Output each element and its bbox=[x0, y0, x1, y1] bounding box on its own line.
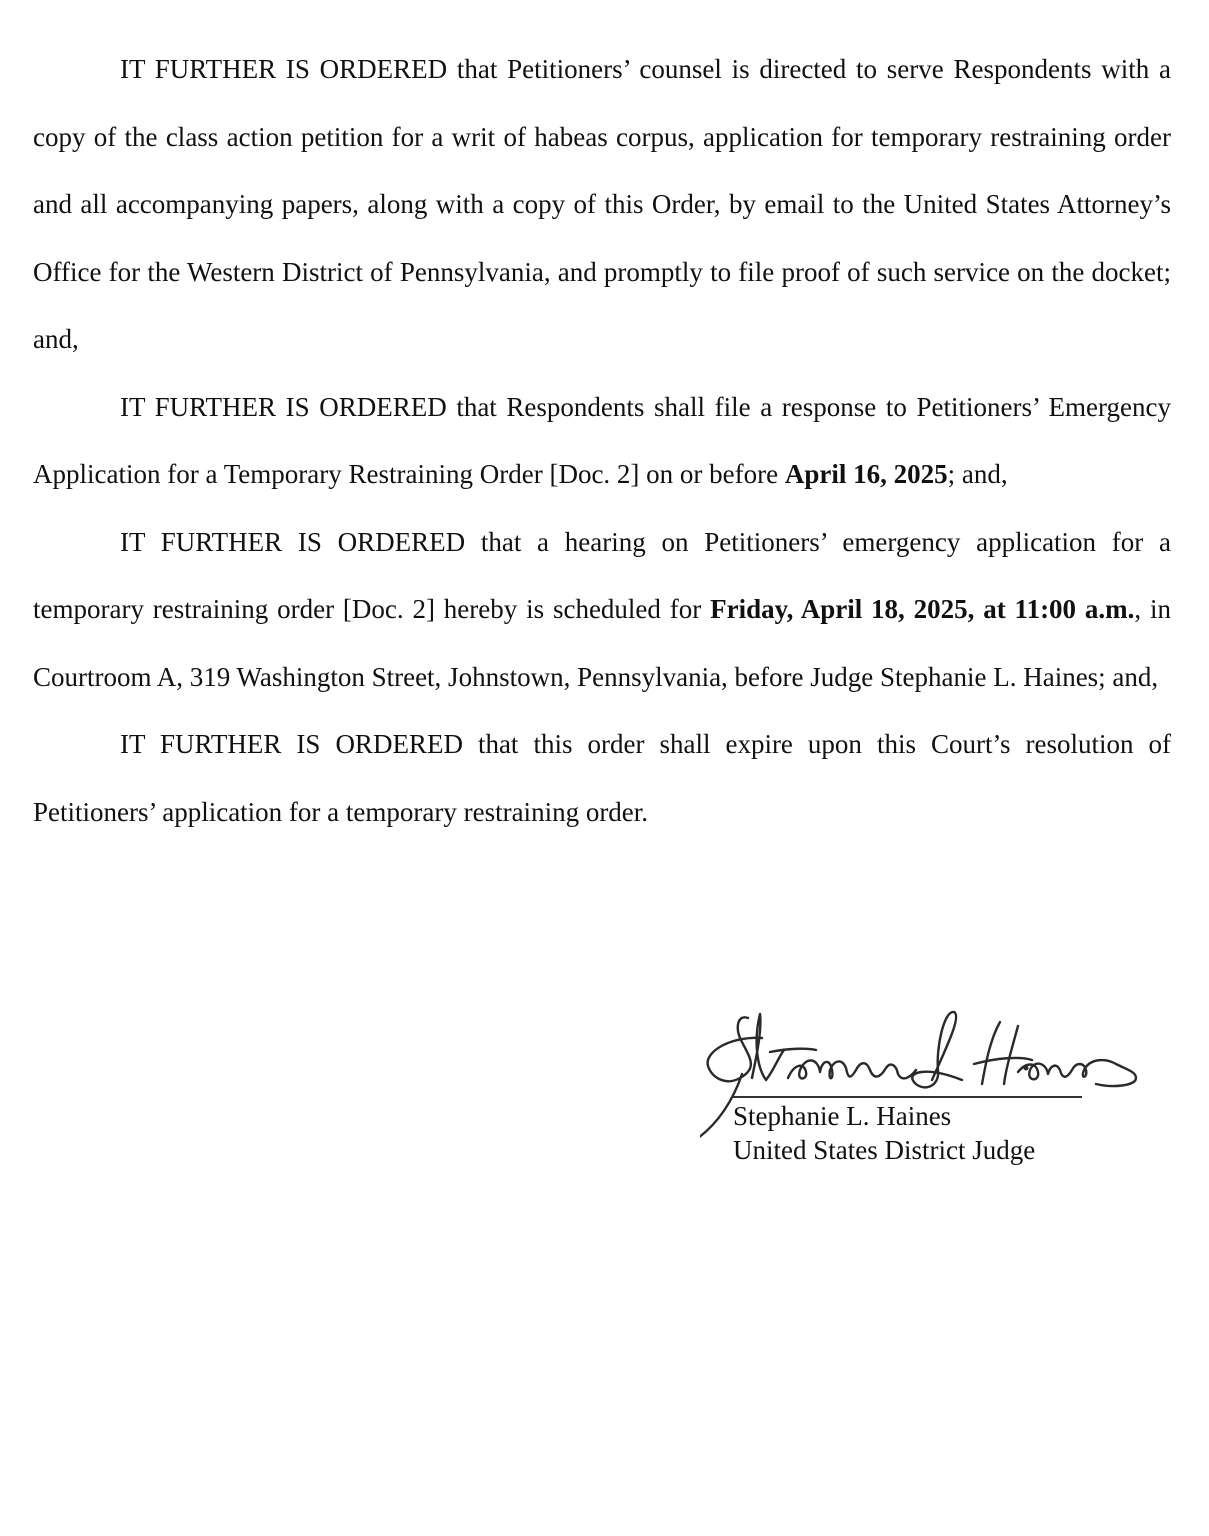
response-deadline-date: April 16, 2025 bbox=[784, 459, 948, 489]
paragraph-text: ; and, bbox=[947, 459, 1008, 489]
order-paragraph-expiration: IT FURTHER IS ORDERED that this order shall expire upon this Court’s resolution of Petitioners’ application for a temporary restraining order. bbox=[33, 729, 1171, 827]
signature-line bbox=[732, 1096, 1082, 1098]
signer-name: Stephanie L. Haines bbox=[733, 1101, 952, 1131]
order-paragraph-response-deadline bbox=[33, 374, 1171, 509]
paragraph-text: IT FURTHER IS ORDERED that a hearing on Petitioners’ emergency application for a temporary restraining order [Doc. 2] hereby is scheduled for bbox=[33, 526, 1171, 624]
signer-title: United States District Judge bbox=[733, 1135, 1036, 1165]
paragraph-text: IT FURTHER IS ORDERED that Respondents shall file a response to Petitioners’ Emergency Application for a Temporary Restraining Order [Doc. 2] on or before bbox=[33, 391, 1171, 489]
paragraph-text: , in Courtroom A, 319 Washington Street, Johnstown, Pennsylvania, before Judge Stephanie L. Haines; and, bbox=[33, 594, 1171, 692]
order-paragraph-service: IT FURTHER IS ORDERED that Petitioners’ counsel is directed to serve Respondents with a copy of the class action petition for a writ of habeas corpus, application for temporary restraining order and all accompanying papers, along with a copy of this Order, by email to the United States Attorney’s Office for the Western District of Pennsylvania, and promptly to file proof of such service on the docket; and, bbox=[33, 54, 1171, 354]
order-body bbox=[33, 36, 1171, 846]
order-paragraph-hearing bbox=[33, 509, 1171, 712]
hearing-datetime: Friday, April 18, 2025, at 11:00 a.m. bbox=[710, 594, 1135, 624]
signature-block bbox=[700, 1008, 1160, 1178]
